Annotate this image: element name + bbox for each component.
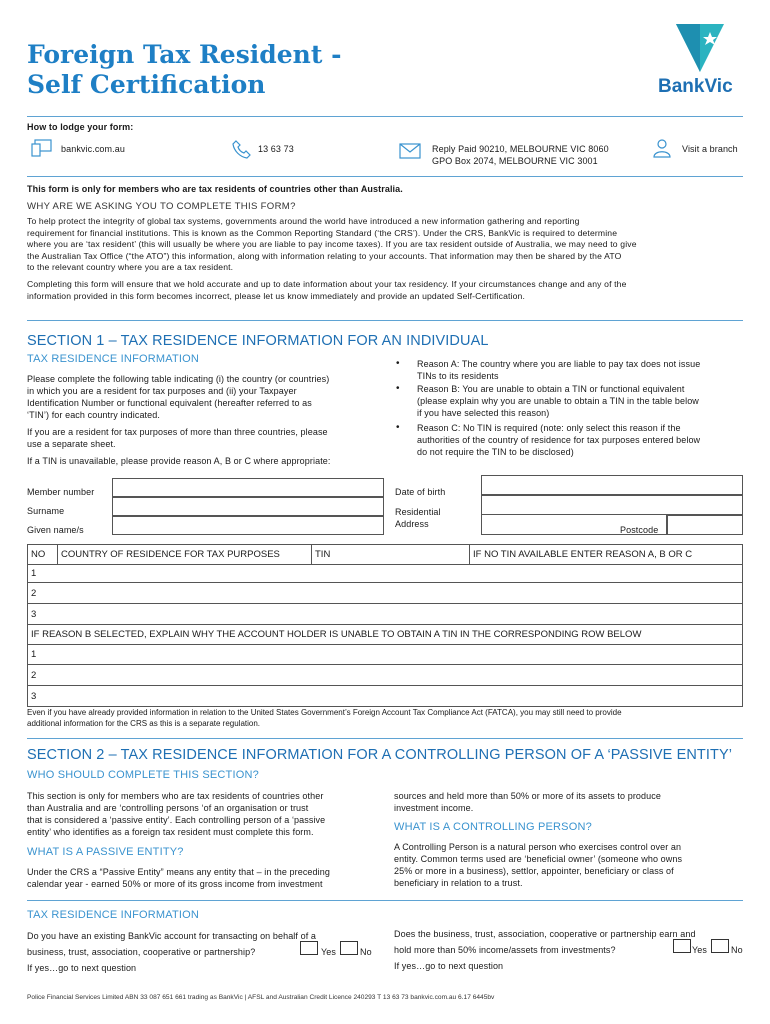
reason-a: Reason A: The country where you are liable to pay tax does not issue TINs to its residents bbox=[417, 359, 701, 381]
brand-name: BankVic bbox=[658, 76, 733, 97]
table-row bbox=[28, 583, 743, 604]
footer: Police Financial Services Limited ABN 33 087 651 661 trading as BankVic | AFSL and Australian Credit Licence 240293 T 13 63 73 bankvic.com.au 6.17 6445bv bbox=[27, 994, 495, 1001]
reason-b-header: IF REASON B SELECTED, EXPLAIN WHY THE ACCOUNT HOLDER IS UNABLE TO OBTAIN A TIN IN THE CORRESPONDING ROW BELOW bbox=[28, 625, 743, 645]
table-row bbox=[28, 645, 743, 665]
row-number[interactable]: 2 bbox=[28, 665, 743, 686]
surname-input[interactable] bbox=[112, 497, 384, 516]
intro-paragraph-2: Completing this form will ensure that we hold accurate and up to date information about your tax residency. If your circumstances change and any of the information provided in this form becomes incorrect, please let us know immediately and provide an updated Self-Certification. bbox=[27, 279, 627, 301]
surname-label: Surname bbox=[27, 506, 65, 516]
question-1-followup: If yes…go to next question bbox=[27, 963, 137, 973]
branch-icon bbox=[651, 138, 673, 158]
given-names-label: Given name/s bbox=[27, 525, 84, 535]
postcode-label: Postcode bbox=[620, 525, 659, 535]
bullet: • bbox=[396, 383, 400, 394]
row-number[interactable]: 1 bbox=[28, 565, 743, 583]
lodge-branch[interactable]: Visit a branch bbox=[682, 144, 738, 154]
member-number-label: Member number bbox=[27, 487, 95, 497]
divider bbox=[27, 116, 743, 117]
title-line-1: Foreign Tax Resident - bbox=[27, 40, 342, 69]
who-heading: WHO SHOULD COMPLETE THIS SECTION? bbox=[27, 769, 259, 781]
member-number-input[interactable] bbox=[112, 478, 384, 497]
only-members-note: This form is only for members who are tax residents of countries other than Australia. bbox=[27, 184, 403, 194]
q2-no-checkbox[interactable] bbox=[711, 939, 729, 953]
controlling-heading: WHAT IS A CONTROLLING PERSON? bbox=[394, 821, 592, 833]
bullet: • bbox=[396, 422, 400, 433]
tax-residence-heading: TAX RESIDENCE INFORMATION bbox=[27, 909, 200, 921]
lodge-mail-line2: GPO Box 2074, MELBOURNE VIC 3001 bbox=[432, 156, 598, 166]
bullet: • bbox=[396, 358, 400, 369]
divider bbox=[27, 738, 743, 739]
reason-c: Reason C: No TIN is required (note: only select this reason if the authorities of the country of residence for tax purposes entered below do not require the TIN to be disclosed) bbox=[417, 423, 701, 457]
passive-paragraph: Under the CRS a “Passive Entity” means any entity that – in the preceding calendar year - earned 50% or more of its gross income from investment bbox=[27, 867, 330, 889]
reason-b: Reason B: You are unable to obtain a TIN or functional equivalent (please explain why you are unable to obtain a TIN in the table below if you have selected this reason) bbox=[417, 384, 699, 418]
computer-icon bbox=[31, 139, 53, 157]
residential-address-label: Residential Address bbox=[395, 507, 441, 529]
row-number[interactable]: 3 bbox=[28, 686, 743, 707]
row-number[interactable]: 3 bbox=[28, 604, 743, 625]
table-header: NO bbox=[28, 545, 58, 565]
divider bbox=[27, 900, 743, 901]
q1-yes-checkbox[interactable] bbox=[300, 941, 318, 955]
table-row bbox=[28, 665, 743, 686]
table-row bbox=[28, 686, 743, 707]
table-header: COUNTRY OF RESIDENCE FOR TAX PURPOSES bbox=[58, 545, 312, 565]
mail-icon bbox=[399, 143, 421, 159]
controlling-paragraph: A Controlling Person is a natural person who exercises control over an entity. Common terms used are ‘beneficial owner’ (someone who owns 25% or more in a business), settlor, appointer, beneficiary or class of beneficiary in relation to a trust. bbox=[394, 842, 683, 888]
question-2-followup: If yes…go to next question bbox=[394, 961, 504, 971]
table-header: IF NO TIN AVAILABLE ENTER REASON A, B OR C bbox=[470, 545, 743, 565]
section-2-title: SECTION 2 – TAX RESIDENCE INFORMATION FOR A CONTROLLING PERSON OF A ‘PASSIVE ENTITY’ bbox=[27, 747, 733, 763]
row-number[interactable]: 2 bbox=[28, 583, 743, 604]
table-header: TIN bbox=[312, 545, 470, 565]
table-header-row bbox=[28, 545, 743, 565]
fatca-note: Even if you have already provided information in relation to the United States Government’s Foreign Account Tax Compliance Act (FATCA), you may still need to provide additional information for the CRS as this is a separate regulation. bbox=[27, 708, 622, 728]
lodge-heading: How to lodge your form: bbox=[27, 122, 134, 132]
q1-no-label: No bbox=[360, 947, 372, 957]
tax-residence-table bbox=[27, 544, 743, 707]
table-row bbox=[28, 604, 743, 625]
row-number[interactable]: 1 bbox=[28, 645, 743, 665]
passive-paragraph-continued: sources and held more than 50% or more of its assets to produce investment income. bbox=[394, 791, 661, 813]
question-1-line2: business, trust, association, cooperative or partnership? bbox=[27, 947, 256, 957]
dob-input[interactable] bbox=[481, 475, 743, 495]
lodge-website[interactable]: bankvic.com.au bbox=[61, 144, 125, 154]
phone-icon bbox=[232, 139, 252, 159]
why-heading: WHY ARE WE ASKING YOU TO COMPLETE THIS FORM? bbox=[27, 201, 296, 212]
question-1-line1: Do you have an existing BankVic account for transacting on behalf of a bbox=[27, 931, 317, 941]
question-2-line1: Does the business, trust, association, cooperative or partnership earn and bbox=[394, 929, 696, 939]
table-row bbox=[28, 565, 743, 583]
section-1-subtitle: TAX RESIDENCE INFORMATION bbox=[27, 353, 200, 365]
postcode-input[interactable] bbox=[667, 515, 743, 535]
who-paragraph: This section is only for members who are tax residents of countries other than Australia and are ‘controlling persons ‘of an organisation or trust that is considered a ‘passive entity’. Each controlling person of a ‘passive entity’ who identifies as a foreign tax resident must complete this form. bbox=[27, 791, 326, 837]
lodge-mail-line1: Reply Paid 90210, MELBOURNE VIC 8060 bbox=[432, 144, 609, 154]
page-title bbox=[27, 40, 341, 100]
question-2-line2: hold more than 50% income/assets from investments? bbox=[394, 945, 616, 955]
divider bbox=[27, 176, 743, 177]
q2-yes-label: Yes bbox=[692, 945, 707, 955]
q1-yes-label: Yes bbox=[321, 947, 336, 957]
bankvic-logo bbox=[674, 22, 726, 74]
lodge-phone[interactable]: 13 63 73 bbox=[258, 144, 294, 154]
given-names-input[interactable] bbox=[112, 516, 384, 535]
passive-heading: WHAT IS A PASSIVE ENTITY? bbox=[27, 846, 184, 858]
title-line-2: Self Certification bbox=[27, 70, 266, 99]
section-1-instructions: Please complete the following table indicating (i) the country (or countries) in which you are a resident for tax purposes and (ii) your Taxpayer Identification Number or functional equivalent (hereafter referred to as ‘TIN’) for each country indicated. If you are a resident for tax purposes of more than three countries, please use a separate sheet. If a TIN is unavailable, please provide reason A, B or C where appropriate: bbox=[27, 374, 331, 466]
section-1-title: SECTION 1 – TAX RESIDENCE INFORMATION FOR AN INDIVIDUAL bbox=[27, 333, 489, 349]
intro-paragraph-1: To help protect the integrity of global tax systems, governments around the world have introduced a new information gathering and reporting requirement for financial institutions. This is known as the Common Reporting Standard (‘the CRS’). Under the CRS, BankVic is required to determine where you are ‘tax resident’ (this will usually be where you are liable to pay income taxes). If you are tax resident outside of Australia, we may need to give the Australian Tax Office (“the ATO”) this information, along with information relating to your accounts. That information may then be shared by the ATO to the relevant country where you are a tax resident. bbox=[27, 216, 637, 272]
q1-no-checkbox[interactable] bbox=[340, 941, 358, 955]
q2-no-label: No bbox=[731, 945, 743, 955]
divider bbox=[27, 320, 743, 321]
q2-yes-checkbox[interactable] bbox=[673, 939, 691, 953]
table-header-row bbox=[28, 625, 743, 645]
address-input[interactable] bbox=[481, 495, 743, 515]
dob-label: Date of birth bbox=[395, 487, 446, 497]
